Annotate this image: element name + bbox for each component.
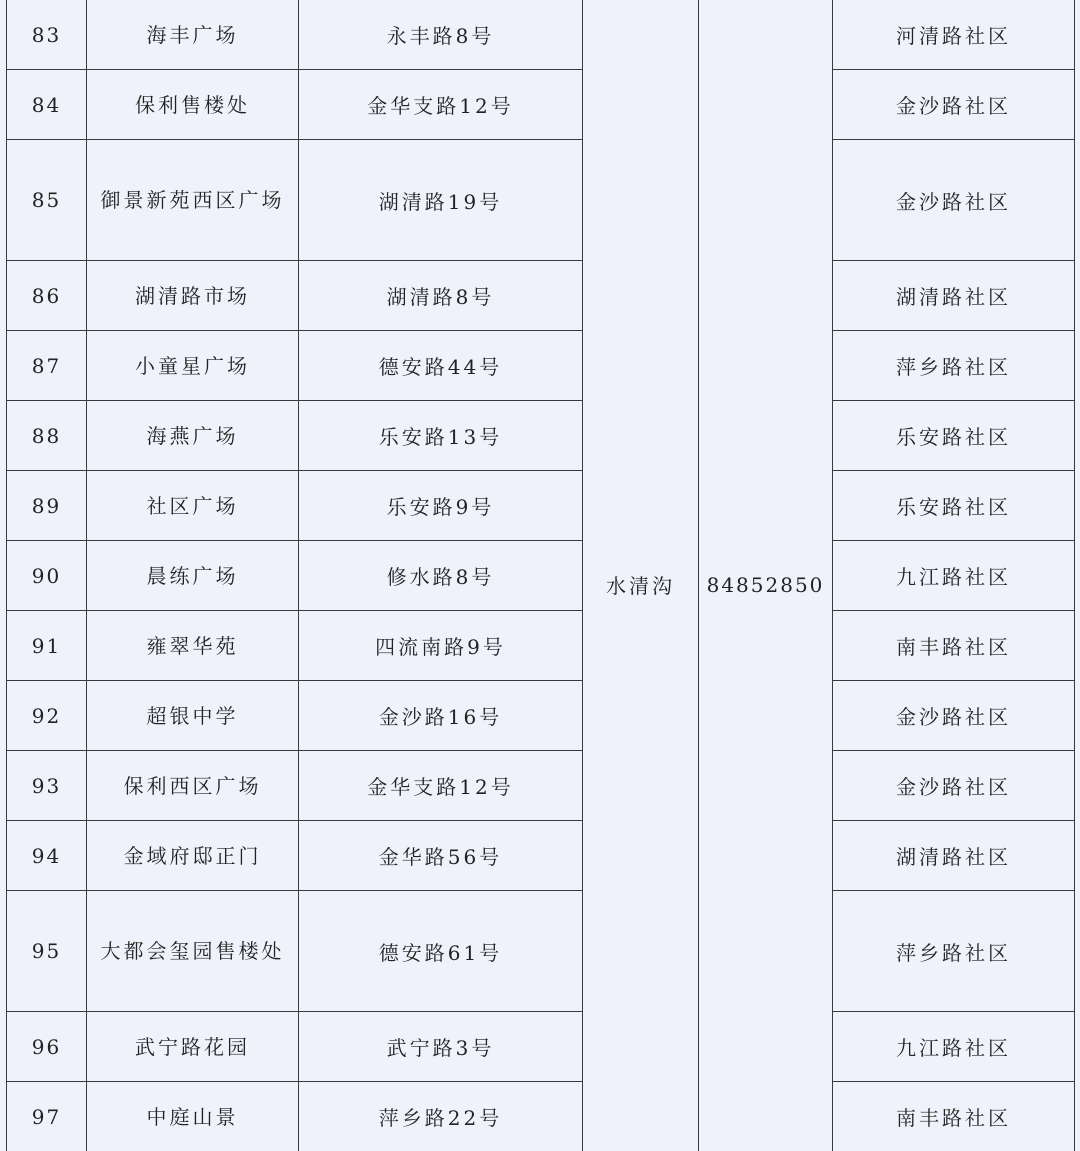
community-name: 河清路社区 <box>833 0 1075 70</box>
site-name: 湖清路市场 <box>87 261 299 331</box>
site-name: 大都会玺园售楼处 <box>87 891 299 1012</box>
site-address: 金华支路12号 <box>299 751 583 821</box>
site-address: 乐安路9号 <box>299 471 583 541</box>
table-row <box>7 681 1075 751</box>
site-name: 晨练广场 <box>87 541 299 611</box>
community-name: 金沙路社区 <box>833 140 1075 261</box>
table-row <box>7 471 1075 541</box>
table-row <box>7 331 1075 401</box>
table-row <box>7 70 1075 140</box>
table-row <box>7 611 1075 681</box>
row-number: 89 <box>7 471 87 541</box>
community-name: 萍乡路社区 <box>833 331 1075 401</box>
community-name: 湖清路社区 <box>833 261 1075 331</box>
community-name: 湖清路社区 <box>833 821 1075 891</box>
community-name: 九江路社区 <box>833 541 1075 611</box>
row-number: 96 <box>7 1012 87 1082</box>
row-number: 92 <box>7 681 87 751</box>
community-name: 金沙路社区 <box>833 70 1075 140</box>
community-name: 金沙路社区 <box>833 751 1075 821</box>
community-name: 南丰路社区 <box>833 611 1075 681</box>
table-row <box>7 891 1075 1012</box>
row-number: 90 <box>7 541 87 611</box>
site-name: 海丰广场 <box>87 0 299 70</box>
site-name: 小童星广场 <box>87 331 299 401</box>
table-row <box>7 401 1075 471</box>
row-number: 84 <box>7 70 87 140</box>
community-name: 金沙路社区 <box>833 681 1075 751</box>
community-name: 南丰路社区 <box>833 1082 1075 1151</box>
site-address: 武宁路3号 <box>299 1012 583 1082</box>
row-number: 85 <box>7 140 87 261</box>
table-row <box>7 140 1075 261</box>
contact-phone: 84852850 <box>699 0 833 1151</box>
community-name: 乐安路社区 <box>833 401 1075 471</box>
community-name: 萍乡路社区 <box>833 891 1075 1012</box>
site-name: 雍翠华苑 <box>87 611 299 681</box>
site-name: 武宁路花园 <box>87 1012 299 1082</box>
community-name: 九江路社区 <box>833 1012 1075 1082</box>
site-address: 金沙路16号 <box>299 681 583 751</box>
site-name: 海燕广场 <box>87 401 299 471</box>
site-name: 保利西区广场 <box>87 751 299 821</box>
table-row <box>7 1082 1075 1151</box>
row-number: 97 <box>7 1082 87 1151</box>
site-name: 超银中学 <box>87 681 299 751</box>
site-address: 德安路44号 <box>299 331 583 401</box>
site-address: 德安路61号 <box>299 891 583 1012</box>
table-row <box>7 0 1075 70</box>
street-office: 水清沟 <box>583 0 699 1151</box>
row-number: 93 <box>7 751 87 821</box>
row-number: 83 <box>7 0 87 70</box>
community-name: 乐安路社区 <box>833 471 1075 541</box>
site-address: 金华路56号 <box>299 821 583 891</box>
table-row <box>7 541 1075 611</box>
site-address: 修水路8号 <box>299 541 583 611</box>
site-table <box>6 0 1075 1151</box>
site-address: 永丰路8号 <box>299 0 583 70</box>
site-address: 湖清路19号 <box>299 140 583 261</box>
row-number: 94 <box>7 821 87 891</box>
site-address: 四流南路9号 <box>299 611 583 681</box>
site-address: 乐安路13号 <box>299 401 583 471</box>
row-number: 86 <box>7 261 87 331</box>
site-name: 社区广场 <box>87 471 299 541</box>
row-number: 91 <box>7 611 87 681</box>
row-number: 87 <box>7 331 87 401</box>
site-name: 御景新苑西区广场 <box>87 140 299 261</box>
table-row <box>7 1012 1075 1082</box>
site-address: 萍乡路22号 <box>299 1082 583 1151</box>
site-name: 保利售楼处 <box>87 70 299 140</box>
site-name: 金域府邸正门 <box>87 821 299 891</box>
row-number: 88 <box>7 401 87 471</box>
table-row <box>7 261 1075 331</box>
table-row <box>7 751 1075 821</box>
table-row <box>7 821 1075 891</box>
site-address: 湖清路8号 <box>299 261 583 331</box>
site-name: 中庭山景 <box>87 1082 299 1151</box>
row-number: 95 <box>7 891 87 1012</box>
site-address: 金华支路12号 <box>299 70 583 140</box>
